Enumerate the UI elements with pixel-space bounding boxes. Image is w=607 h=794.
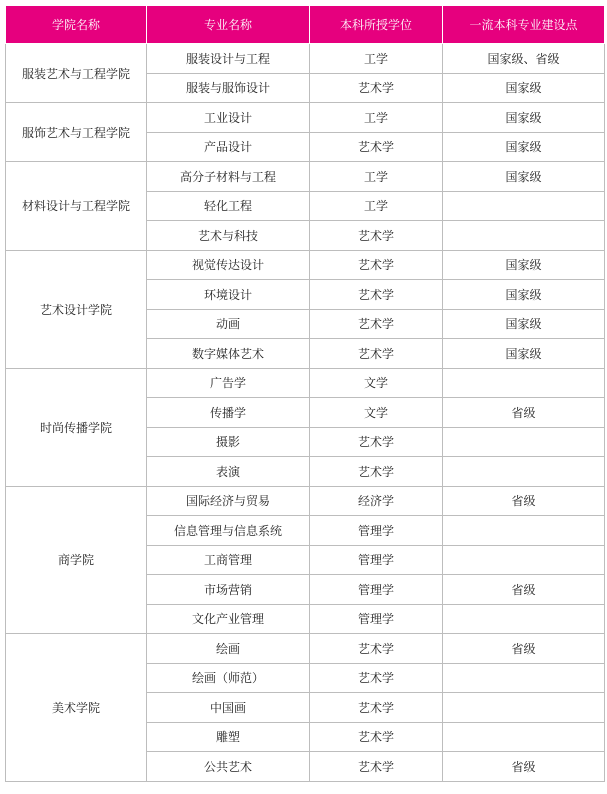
degree-cell: 艺术学	[310, 634, 443, 664]
construction-level-cell: 省级	[443, 398, 605, 428]
degree-cell: 工学	[310, 44, 443, 74]
major-name-cell: 数字媒体艺术	[147, 339, 310, 369]
college-name-cell: 艺术设计学院	[6, 250, 147, 368]
construction-level-cell	[443, 722, 605, 752]
construction-level-cell: 省级	[443, 575, 605, 605]
degree-cell: 艺术学	[310, 73, 443, 103]
degree-cell: 艺术学	[310, 427, 443, 457]
degree-cell: 管理学	[310, 604, 443, 634]
major-name-cell: 信息管理与信息系统	[147, 516, 310, 546]
construction-level-cell	[443, 663, 605, 693]
construction-level-cell: 国家级	[443, 103, 605, 133]
major-name-cell: 产品设计	[147, 132, 310, 162]
major-name-cell: 文化产业管理	[147, 604, 310, 634]
construction-level-cell: 国家级、省级	[443, 44, 605, 74]
major-name-cell: 雕塑	[147, 722, 310, 752]
major-name-cell: 动画	[147, 309, 310, 339]
construction-level-cell: 国家级	[443, 309, 605, 339]
construction-level-cell	[443, 516, 605, 546]
construction-level-cell: 省级	[443, 752, 605, 782]
major-name-cell: 高分子材料与工程	[147, 162, 310, 192]
degree-cell: 艺术学	[310, 280, 443, 310]
construction-level-cell	[443, 545, 605, 575]
construction-level-cell	[443, 191, 605, 221]
construction-level-cell	[443, 427, 605, 457]
major-name-cell: 环境设计	[147, 280, 310, 310]
construction-level-cell	[443, 604, 605, 634]
header-row	[6, 6, 605, 44]
degree-cell: 艺术学	[310, 752, 443, 782]
table-row	[6, 250, 605, 280]
college-name-cell: 时尚传播学院	[6, 368, 147, 486]
major-name-cell: 轻化工程	[147, 191, 310, 221]
degree-cell: 工学	[310, 103, 443, 133]
major-name-cell: 表演	[147, 457, 310, 487]
degree-cell: 艺术学	[310, 693, 443, 723]
degree-cell: 艺术学	[310, 339, 443, 369]
major-name-cell: 绘画	[147, 634, 310, 664]
college-name-cell: 商学院	[6, 486, 147, 634]
major-name-cell: 服装与服饰设计	[147, 73, 310, 103]
construction-level-cell	[443, 368, 605, 398]
construction-level-cell: 国家级	[443, 73, 605, 103]
construction-level-cell: 国家级	[443, 280, 605, 310]
table-row	[6, 162, 605, 192]
degree-cell: 经济学	[310, 486, 443, 516]
table-row	[6, 368, 605, 398]
major-name-cell: 摄影	[147, 427, 310, 457]
degree-cell: 艺术学	[310, 250, 443, 280]
majors-table	[5, 5, 605, 782]
table-row	[6, 103, 605, 133]
college-name-cell: 服饰艺术与工程学院	[6, 103, 147, 162]
degree-cell: 艺术学	[310, 309, 443, 339]
construction-level-cell: 国家级	[443, 132, 605, 162]
construction-level-cell: 省级	[443, 634, 605, 664]
header-college: 学院名称	[6, 6, 147, 44]
header-degree: 本科所授学位	[310, 6, 443, 44]
degree-cell: 艺术学	[310, 457, 443, 487]
degree-cell: 管理学	[310, 575, 443, 605]
degree-cell: 艺术学	[310, 663, 443, 693]
construction-level-cell: 国家级	[443, 250, 605, 280]
major-name-cell: 国际经济与贸易	[147, 486, 310, 516]
major-name-cell: 中国画	[147, 693, 310, 723]
construction-level-cell	[443, 693, 605, 723]
degree-cell: 工学	[310, 162, 443, 192]
degree-cell: 管理学	[310, 516, 443, 546]
major-name-cell: 公共艺术	[147, 752, 310, 782]
major-name-cell: 广告学	[147, 368, 310, 398]
major-name-cell: 服装设计与工程	[147, 44, 310, 74]
construction-level-cell	[443, 457, 605, 487]
major-name-cell: 工商管理	[147, 545, 310, 575]
degree-cell: 艺术学	[310, 132, 443, 162]
major-name-cell: 市场营销	[147, 575, 310, 605]
table-row	[6, 44, 605, 74]
degree-cell: 艺术学	[310, 722, 443, 752]
table-body	[6, 44, 605, 782]
degree-cell: 艺术学	[310, 221, 443, 251]
degree-cell: 文学	[310, 398, 443, 428]
construction-level-cell: 国家级	[443, 339, 605, 369]
college-name-cell: 材料设计与工程学院	[6, 162, 147, 251]
major-name-cell: 工业设计	[147, 103, 310, 133]
major-name-cell: 绘画（师范）	[147, 663, 310, 693]
major-name-cell: 视觉传达设计	[147, 250, 310, 280]
degree-cell: 管理学	[310, 545, 443, 575]
header-major: 专业名称	[147, 6, 310, 44]
table-row	[6, 486, 605, 516]
major-name-cell: 传播学	[147, 398, 310, 428]
degree-cell: 文学	[310, 368, 443, 398]
construction-level-cell: 国家级	[443, 162, 605, 192]
table-header	[6, 6, 605, 44]
construction-level-cell	[443, 221, 605, 251]
college-name-cell: 美术学院	[6, 634, 147, 782]
table-row	[6, 634, 605, 664]
degree-cell: 工学	[310, 191, 443, 221]
college-name-cell: 服装艺术与工程学院	[6, 44, 147, 103]
header-construction: 一流本科专业建设点	[443, 6, 605, 44]
major-name-cell: 艺术与科技	[147, 221, 310, 251]
construction-level-cell: 省级	[443, 486, 605, 516]
